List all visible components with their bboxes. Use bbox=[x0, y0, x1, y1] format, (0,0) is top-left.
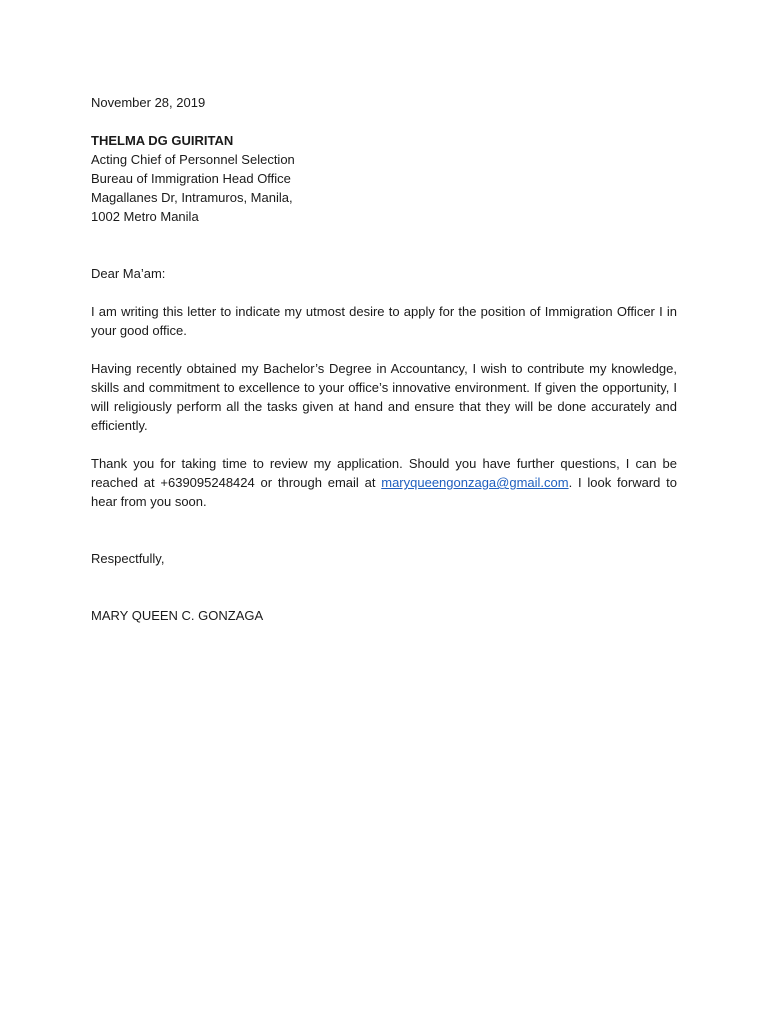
contact-text-before: Thank you for taking time to review my application. Should you have further questions, I can be reached at +639095248424 or through email at bbox=[91, 456, 677, 490]
spacer bbox=[91, 112, 677, 131]
letter-date: November 28, 2019 bbox=[91, 95, 206, 110]
spacer bbox=[91, 511, 677, 549]
recipient-address-line2: 1002 Metro Manila bbox=[91, 209, 199, 224]
recipient-title: Acting Chief of Personnel Selection bbox=[91, 152, 295, 167]
salutation: Dear Ma’am: bbox=[91, 266, 166, 281]
spacer bbox=[91, 340, 677, 359]
paragraph-intro: I am writing this letter to indicate my utmost desire to apply for the position of Immigration Officer I in your good office. bbox=[91, 304, 677, 338]
recipient-office: Bureau of Immigration Head Office bbox=[91, 171, 291, 186]
paragraph-qualifications: Having recently obtained my Bachelor’s Degree in Accountancy, I wish to contribute my knowledge, skills and commitment to excellence to your office’s innovative environment. If given the opportunity, I will religiously perform all the tasks given at hand and ensure that they will be done accurately and efficiently. bbox=[91, 361, 677, 433]
cover-letter bbox=[91, 93, 677, 625]
recipient-block bbox=[91, 131, 677, 226]
email-link[interactable]: maryqueengonzaga@gmail.com bbox=[381, 475, 569, 490]
recipient-name: THELMA DG GUIRITAN bbox=[91, 133, 234, 148]
spacer bbox=[91, 226, 677, 264]
recipient-address-line1: Magallanes Dr, Intramuros, Manila, bbox=[91, 190, 293, 205]
spacer bbox=[91, 283, 677, 302]
spacer bbox=[91, 435, 677, 454]
spacer bbox=[91, 568, 677, 606]
paragraph-contact bbox=[91, 454, 677, 511]
contact-text-after: . I look forward to hear from you soon. bbox=[91, 475, 677, 509]
closing: Respectfully, bbox=[91, 551, 165, 566]
signature-name: MARY QUEEN C. GONZAGA bbox=[91, 608, 264, 623]
